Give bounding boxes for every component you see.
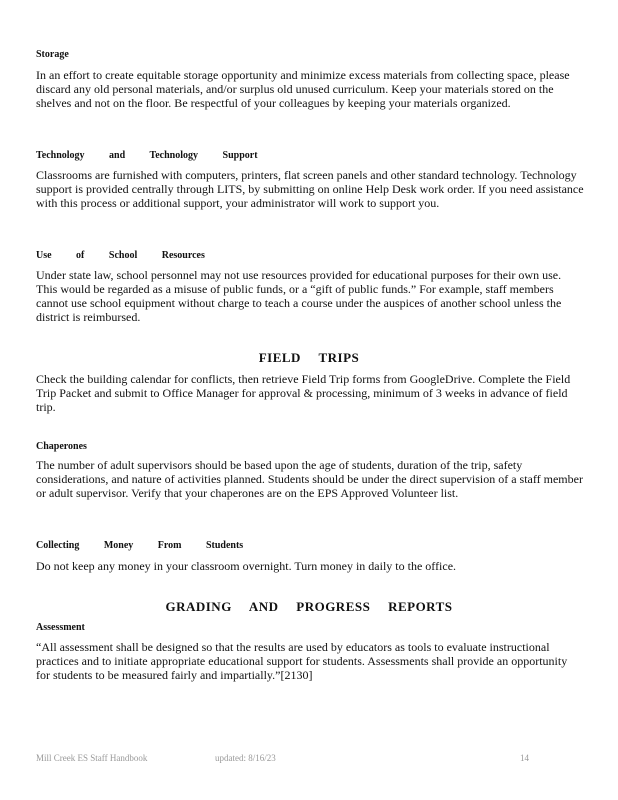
footer-page-number: 14 xyxy=(520,753,529,763)
chaperones-heading: Chaperones xyxy=(36,441,87,452)
grading-title: GRADING AND PROGRESS REPORTS xyxy=(165,599,453,614)
chaperones-paragraph: The number of adult supervisors should be based upon the age of students, duration of the trip, safety considerations, and nature of activities planned. Students should be under the direct supervision of a staff member or adult supervisor. Verify that your chaperones are on the EPS Approved Volunteer list. xyxy=(36,458,583,500)
collecting-money-paragraph: Do not keep any money in your classroom overnight. Turn money in daily to the office. xyxy=(36,559,457,573)
collecting-money-heading: Collecting Money From Students xyxy=(36,540,244,551)
school-resources-heading: Use of School Resources xyxy=(36,250,205,261)
assessment-heading: Assessment xyxy=(36,622,85,633)
assessment-paragraph: “All assessment shall be designed so that the results are used by educators as tools to evaluate instructional practices and to initiate appropriate educational support for students. Assessments shall provide an opportunity for students to be measured fairly and impartially.”[2130] xyxy=(36,640,568,682)
storage-heading: Storage xyxy=(36,49,69,60)
technology-heading: Technology and Technology Support xyxy=(36,150,258,161)
technology-paragraph: Classrooms are furnished with computers, printers, flat screen panels and other standard technology. Technology support is provided centrally through LITS, by submitting on online Help Desk work order. If you need assistance with this process or additional support, your administrator will work to support you. xyxy=(36,168,584,210)
field-trips-title: FIELD TRIPS xyxy=(258,350,360,365)
storage-paragraph: In an effort to create equitable storage opportunity and minimize excess materials from collecting space, please discard any old personal materials, and/or surplus old unused curriculum. Keep your materials stored on the shelves and not on the floor. Be respectful of your colleagues by keeping your materials organized. xyxy=(36,68,570,110)
footer-handbook-name: Mill Creek ES Staff Handbook xyxy=(36,753,148,763)
field-trips-paragraph: Check the building calendar for conflicts, then retrieve Field Trip forms from GoogleDrive. Complete the Field Trip Packet and submit to Office Manager for approval & processing, minimum of 3 weeks in advance of field trip. xyxy=(36,372,571,414)
footer-updated-date: updated: 8/16/23 xyxy=(215,753,276,763)
school-resources-paragraph: Under state law, school personnel may not use resources provided for educational purposes for their own use. This would be regarded as a misuse of public funds, or a “gift of public funds.” For example, staff members cannot use school equipment without charge to teach a course under the auspices of another school unless the district is reimbursed. xyxy=(36,268,562,324)
